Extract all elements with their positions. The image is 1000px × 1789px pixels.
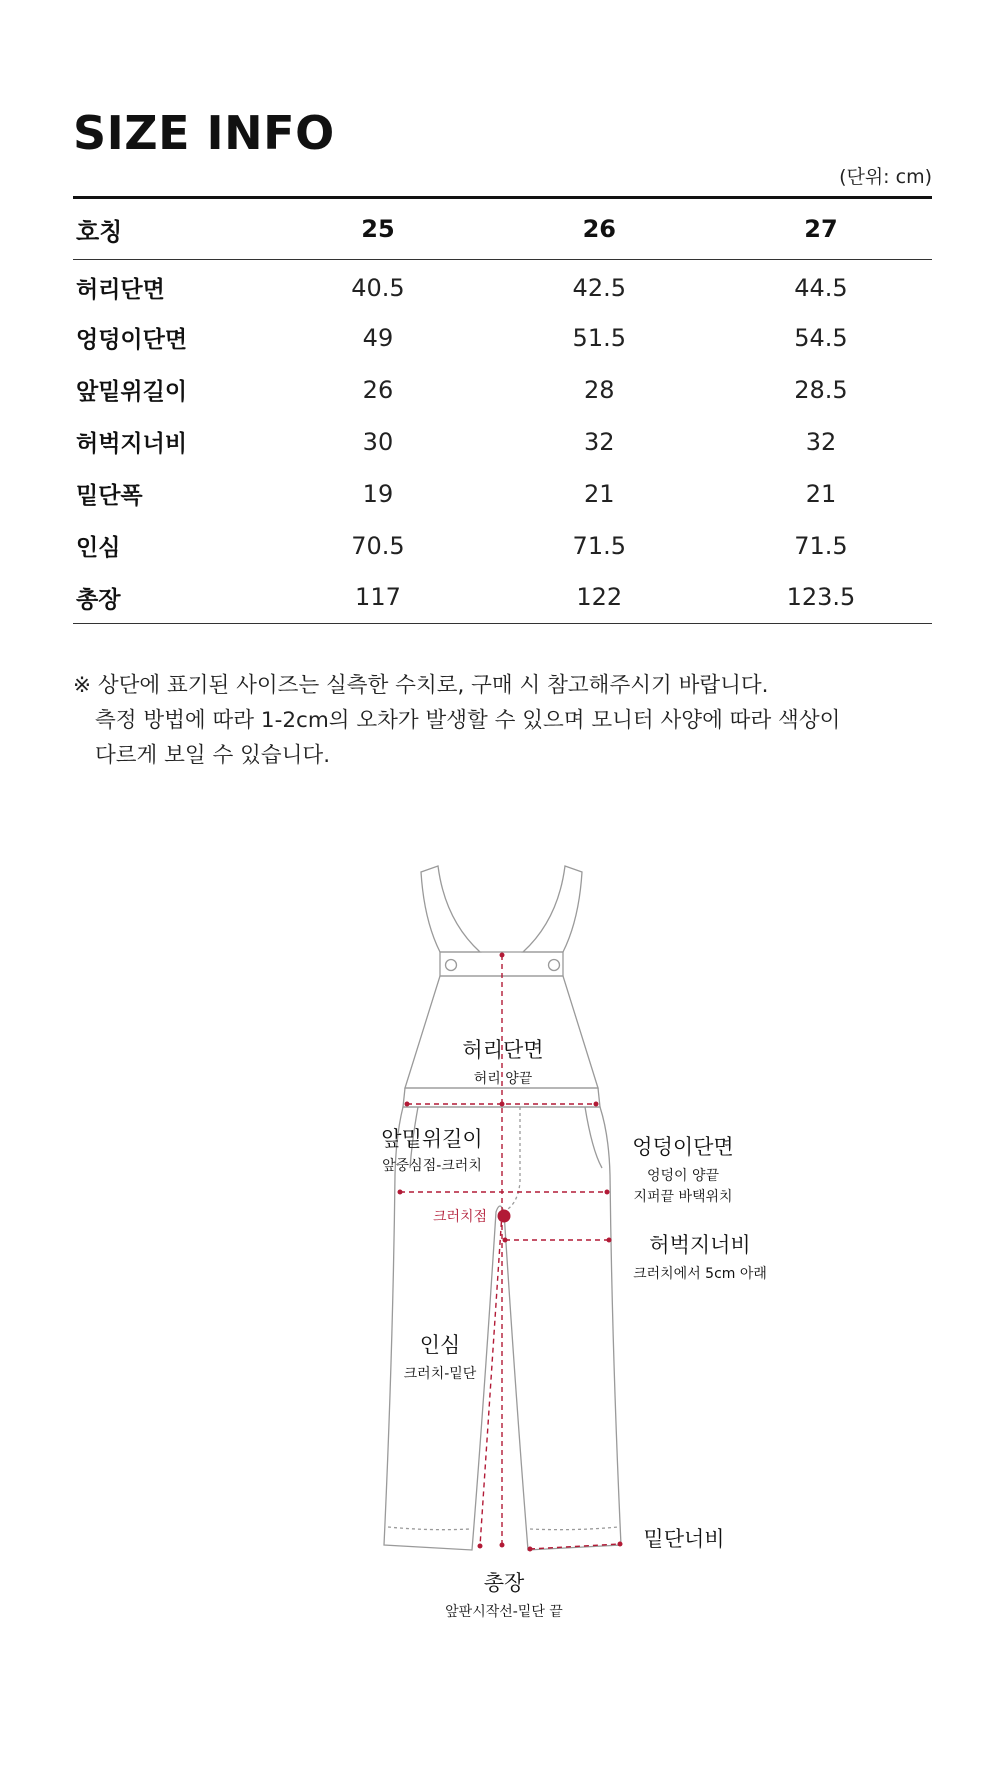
cell-value: 28 [583,375,615,404]
front-rise-desc: 앞중심점-크러치 [382,1158,482,1174]
endpoint [478,1544,483,1549]
table-row [73,468,932,520]
hem-title: 밑단너비 [643,1527,725,1551]
size-header: 25 [361,215,395,243]
endpoint [503,1238,508,1243]
cell-value: 44.5 [794,273,848,302]
cell-value: 49 [362,323,394,352]
endpoint [398,1190,403,1195]
table-row [73,260,932,312]
unit-label: (단위: cm) [839,166,932,188]
size-header: 27 [804,215,838,243]
note-line: ※ 상단에 표기된 사이즈는 실측한 수치로, 구매 시 참고해주시기 바랍니다. [73,673,769,698]
total-length-desc: 앞판시작선-밑단 끝 [445,1604,563,1620]
size-table [73,196,932,624]
thigh-desc: 크러치에서 5cm 아래 [633,1266,767,1282]
cell-value: 26 [362,375,394,404]
total-length-title: 총장 [483,1571,525,1595]
table-row [73,416,932,468]
cell-value: 32 [805,427,837,456]
table-row [73,312,932,364]
row-label: 인심 [76,535,121,561]
inseam-desc: 크러치-밑단 [403,1366,477,1382]
inseam-title: 인심 [419,1333,461,1357]
endpoint [618,1542,623,1547]
endpoint [405,1102,410,1107]
endpoint [500,1102,505,1107]
cell-value: 117 [355,583,401,612]
table-row [73,572,932,624]
waist-desc: 허리 양끝 [473,1071,533,1087]
cell-value: 122 [576,583,623,612]
endpoint [500,953,505,958]
cell-value: 19 [362,479,394,508]
cell-value: 123.5 [786,583,856,612]
front-rise-title: 앞밑위길이 [381,1127,483,1151]
endpoint [528,1547,533,1552]
endpoint [605,1190,610,1195]
cell-value: 42.5 [572,273,626,302]
cell-value: 21 [583,479,615,508]
cell-value: 51.5 [572,323,626,352]
page-title: SIZE INFO [73,106,335,160]
cell-value: 30 [362,427,394,456]
table-row [73,364,932,416]
row-label: 허리단면 [76,277,165,304]
cell-value: 71.5 [794,531,848,560]
table-header-row [73,198,932,260]
thigh-title: 허벅지너비 [649,1233,751,1257]
endpoint [607,1238,612,1243]
endpoint [594,1102,599,1107]
row-label: 총장 [76,586,121,613]
hip-desc: 지퍼끝 바택위치 [633,1189,733,1205]
waist-title: 허리단면 [462,1038,544,1062]
measurement-diagram [0,840,1000,1640]
hip-desc: 엉덩이 양끝 [646,1168,720,1184]
note-line: 다르게 보일 수 있습니다. [95,743,331,768]
row-label: 밑단폭 [76,483,143,509]
crotch-point-label: 크러치점 [432,1209,488,1225]
size-header: 26 [582,215,616,243]
cell-value: 32 [583,427,615,456]
cell-value: 70.5 [351,531,405,560]
row-label: 허벅지너비 [76,431,188,457]
row-label: 앞밑위길이 [76,379,188,405]
row-label: 엉덩이단면 [76,327,188,353]
table-row [73,520,932,572]
header-label: 호칭 [76,217,123,246]
cell-value: 28.5 [794,375,848,404]
crotch-point-marker [498,1210,511,1223]
endpoint [500,1543,505,1548]
cell-value: 54.5 [794,323,848,352]
hip-title: 엉덩이단면 [632,1135,734,1159]
note-line: 측정 방법에 따라 1-2cm의 오차가 발생할 수 있으며 모니터 사양에 따라 색상이 [95,708,841,733]
cell-value: 71.5 [572,531,626,560]
notes [73,668,840,773]
cell-value: 40.5 [351,273,405,302]
cell-value: 21 [805,479,837,508]
